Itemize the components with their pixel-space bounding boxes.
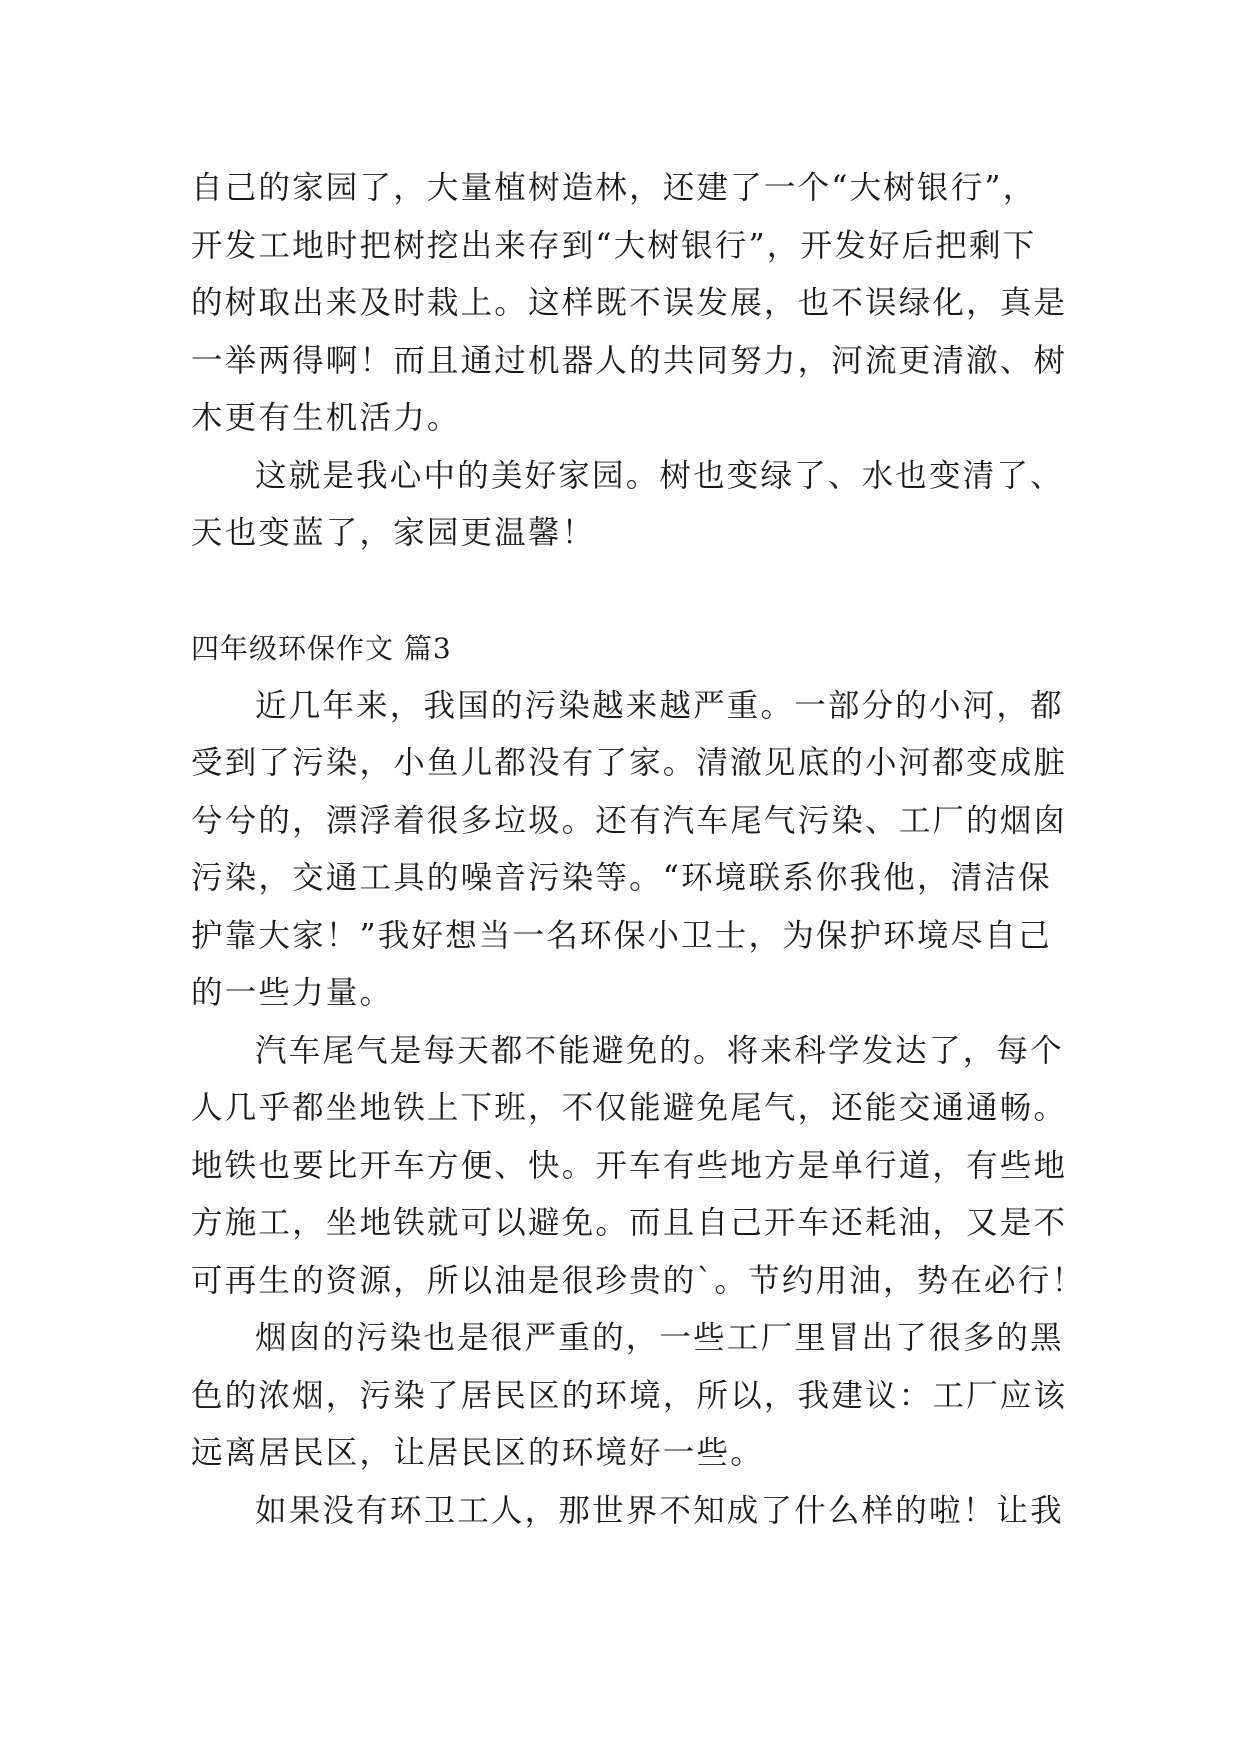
paragraph-pollution-intro [191,678,1071,1023]
text-line: 远离居民区，让居民区的环境好一些。 [191,1435,764,1471]
section-heading: 四年级环保作文 篇3 [191,632,452,665]
paragraph-homeland-trees [191,160,1071,448]
text-line: 开发工地时把树挖出来存到“大树银行”，开发好后把剩下 [191,227,1037,264]
text-line: 兮兮的，漂浮着很多垃圾。还有汽车尾气污染、工厂的烟囱 [191,802,1068,839]
text-line: 近几年来，我国的污染越来越严重。一部分的小河，都 [255,687,1064,724]
text-line: 地铁也要比开车方便、快。开车有些地方是单行道，有些地 [191,1147,1068,1184]
section-spacer [191,563,1071,621]
text-line: 污染，交通工具的噪音污染等。“环境联系你我他，清洁保 [191,860,1052,896]
paragraph-car-exhaust [191,1023,1086,1311]
paragraph-beautiful-homeland [191,448,1071,563]
text-line: 的一些力量。 [191,975,394,1011]
text-line: 木更有生机活力。 [191,400,461,436]
text-line: 可再生的资源，所以油是很珍贵的`。节约用油，势在必行！ [191,1262,1086,1299]
text-line: 这就是我心中的美好家园。树也变绿了、水也变清了、 [255,457,1064,494]
document-body [191,160,1086,1540]
text-line: 天也变蓝了，家园更温馨！ [191,515,596,551]
text-line: 护靠大家！”我好想当一名环保小卫士，为保护环境尽自己 [191,917,1052,954]
text-line: 汽车尾气是每天都不能避免的。将来科学发达了，每个 [255,1032,1064,1069]
paragraph-sanitation-workers [191,1483,1071,1541]
text-line: 方施工，坐地铁就可以避免。而且自己开车还耗油，又是不 [191,1205,1068,1241]
text-line: 的树取出来及时栽上。这样既不误发展，也不误绿化，真是 [191,285,1068,321]
text-line: 自己的家园了，大量植树造林，还建了一个“大树银行”， [191,170,1037,206]
paragraph-chimney-pollution [191,1310,1071,1483]
text-line: 受到了污染，小鱼儿都没有了家。清澈见底的小河都变成脏 [191,745,1068,781]
text-line: 烟囱的污染也是很严重的，一些工厂里冒出了很多的黑 [255,1320,1064,1356]
text-line: 人几乎都坐地铁上下班，不仅能避免尾气，还能交通通畅。 [191,1090,1068,1126]
text-line: 如果没有环卫工人，那世界不知成了什么样的啦！让我 [255,1492,1064,1529]
text-line: 一举两得啊！而且通过机器人的共同努力，河流更清澈、树 [191,342,1068,379]
text-line: 色的浓烟，污染了居民区的环境，所以，我建议：工厂应该 [191,1377,1068,1414]
